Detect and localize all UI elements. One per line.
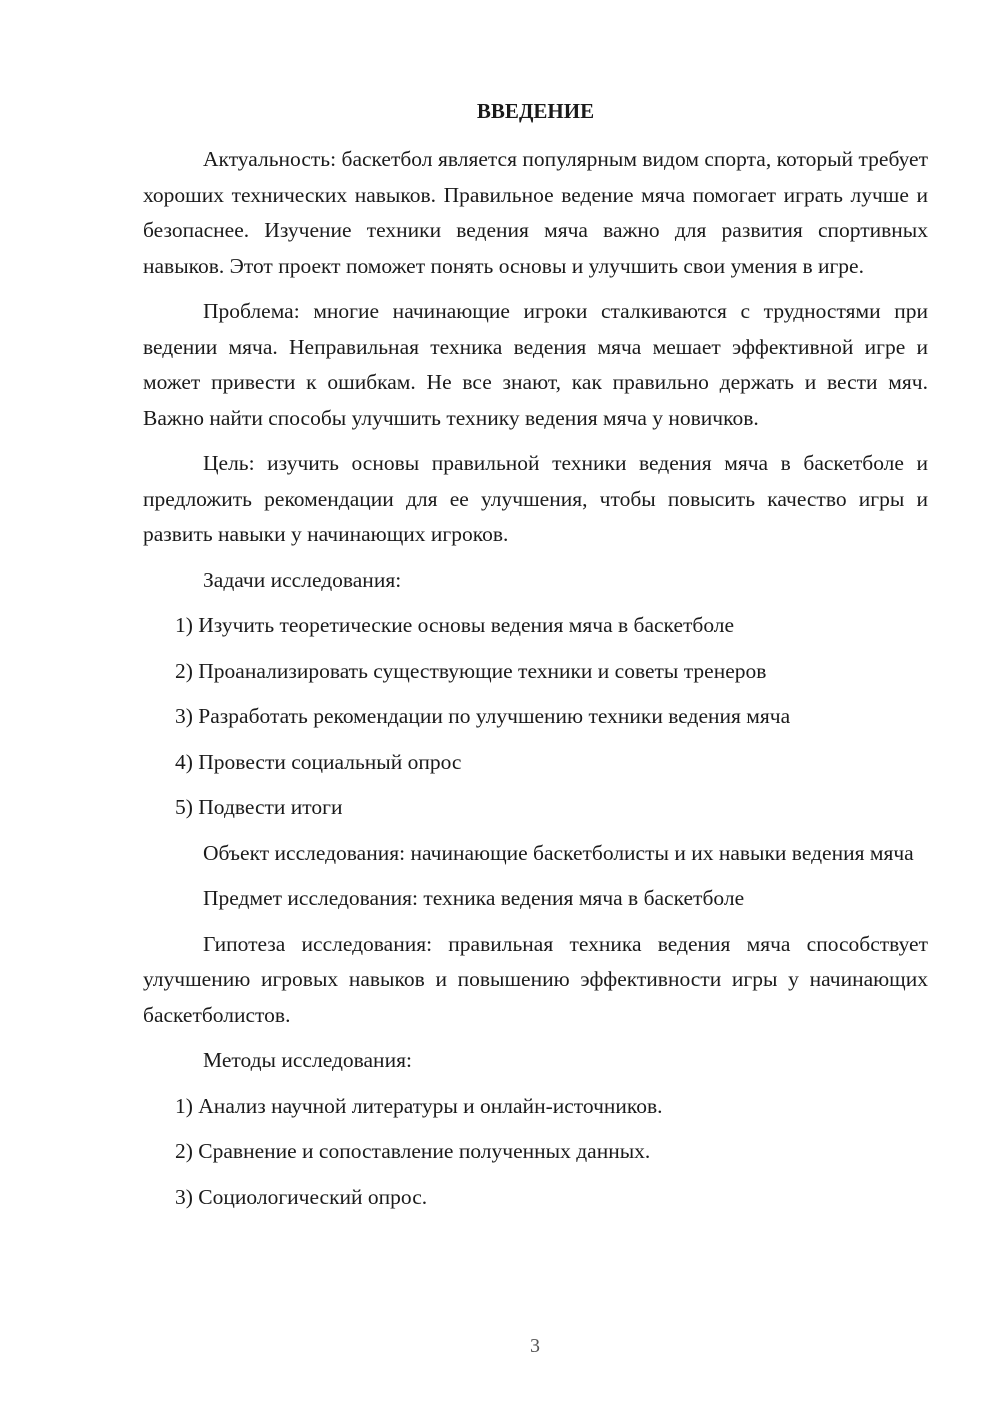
- page-title: ВВЕДЕНИЕ: [476, 99, 595, 123]
- problem-paragraph: Проблема: многие начинающие игроки сталкиваются с трудностями при ведении мяча. Неправильная техника ведения мяча мешает эффективной игре и может привести к ошибкам. Не все знают, как правильно держать и вести мяч. Важно найти способы улучшить технику ведения мяча у новичков.: [143, 299, 928, 430]
- relevance-paragraph: Актуальность: баскетбол является популярным видом спорта, который требует хороших технических навыков. Правильное ведение мяча помогает играть лучше и безопаснее. Изучение техники ведения мяча важно для развития спортивных навыков. Этот проект поможет понять основы и улучшить свои умения в игре.: [143, 147, 928, 278]
- tasks-label: Задачи исследования:: [203, 567, 402, 592]
- task-item: 2) Проанализировать существующие техники и советы тренеров: [175, 658, 767, 683]
- methods-label: Методы исследования:: [203, 1048, 412, 1072]
- task-item: 4) Провести социальный опрос: [175, 749, 462, 774]
- document-body: [143, 142, 928, 1225]
- goal-paragraph: Цель: изучить основы правильной техники ведения мяча в баскетболе и предложить рекомендации для ее улучшения, чтобы повысить качество игры и развить навыки у начинающих игроков.: [143, 451, 928, 546]
- object-paragraph: Объект исследования: начинающие баскетболисты и их навыки ведения мяча: [203, 840, 914, 865]
- subject-paragraph: Предмет исследования: техника ведения мяча в баскетболе: [203, 886, 745, 910]
- task-item: 3) Разработать рекомендации по улучшению техники ведения мяча: [175, 704, 791, 728]
- method-item: 3) Социологический опрос.: [175, 1184, 428, 1209]
- task-item: 5) Подвести итоги: [175, 795, 343, 819]
- task-item: 1) Изучить теоретические основы ведения мяча в баскетболе: [175, 613, 735, 637]
- method-item: 1) Анализ научной литературы и онлайн-источников.: [175, 1093, 663, 1118]
- page-number: 3: [530, 1335, 540, 1357]
- hypothesis-paragraph: Гипотеза исследования: правильная техника ведения мяча способствует улучшению игровых навыков и повышению эффективности игры у начинающих баскетболистов.: [143, 931, 928, 1027]
- method-item: 2) Сравнение и сопоставление полученных данных.: [175, 1139, 651, 1163]
